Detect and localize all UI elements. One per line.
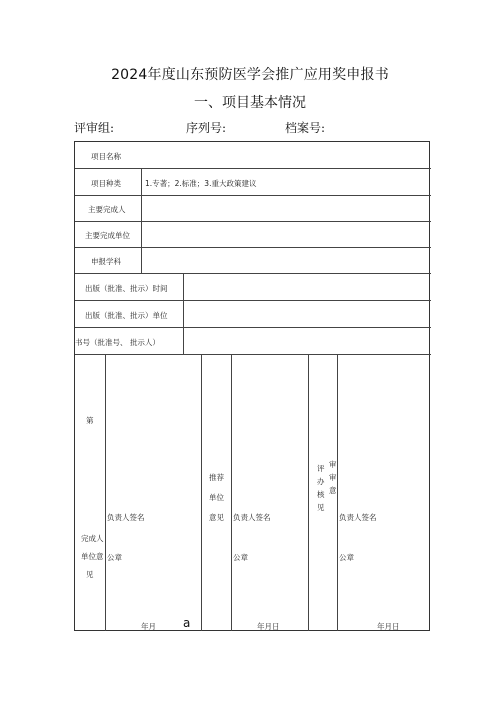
review-label-col1: 评办核见 <box>317 464 325 512</box>
stray-glyph: a <box>183 616 191 630</box>
first-label: 第 <box>86 416 94 425</box>
recommend-date-label: 年月日 <box>257 622 280 631</box>
main-units-label: 主要完成单位 <box>85 231 130 240</box>
review-group-label: 评审组: <box>74 121 115 135</box>
completer-label-2: 单位意 <box>81 552 104 561</box>
discipline-label: 申报学科 <box>91 257 121 266</box>
completer-seal-label: 公章 <box>107 553 122 562</box>
review-signature-label: 负责人签名 <box>339 513 377 522</box>
archive-label: 档案号: <box>285 121 326 135</box>
recommend-label-2: 单位 <box>209 493 224 502</box>
recommend-label-3: 意见 <box>209 513 224 522</box>
section-title: 一、项目基本情况 <box>194 95 306 111</box>
review-seal-label: 公章 <box>339 553 354 562</box>
completer-date-label: 年月 <box>141 622 156 631</box>
publish-unit-label: 出版（批准、批示）单位 <box>85 311 168 320</box>
completer-label-3: 见 <box>86 570 94 579</box>
completer-signature-label: 负责人签名 <box>107 513 145 522</box>
project-name-label: 项目名称 <box>91 152 121 161</box>
project-type-value: 1.专著；2.标准；3.重大政策建议 <box>145 179 257 188</box>
recommend-seal-label: 公章 <box>233 553 248 562</box>
completer-label-1: 完成人 <box>81 534 104 543</box>
recommend-label-1: 推荐 <box>209 473 224 482</box>
publish-time-label: 出版（批准、批示）时间 <box>85 284 168 293</box>
review-label-col2: 审审意 <box>329 460 337 495</box>
recommend-signature-label: 负责人签名 <box>233 513 271 522</box>
book-number-label: 书号（批准号、 批示人） <box>75 338 160 347</box>
project-type-label: 项目种类 <box>91 179 121 188</box>
serial-label: 序列号: <box>186 121 227 135</box>
application-form-table <box>74 141 430 631</box>
main-persons-label: 主要完成人 <box>88 205 126 214</box>
review-date-label: 年月日 <box>377 622 400 631</box>
document-title: 2024年度山东预防医学会推广应用奖申报书 <box>111 67 389 83</box>
